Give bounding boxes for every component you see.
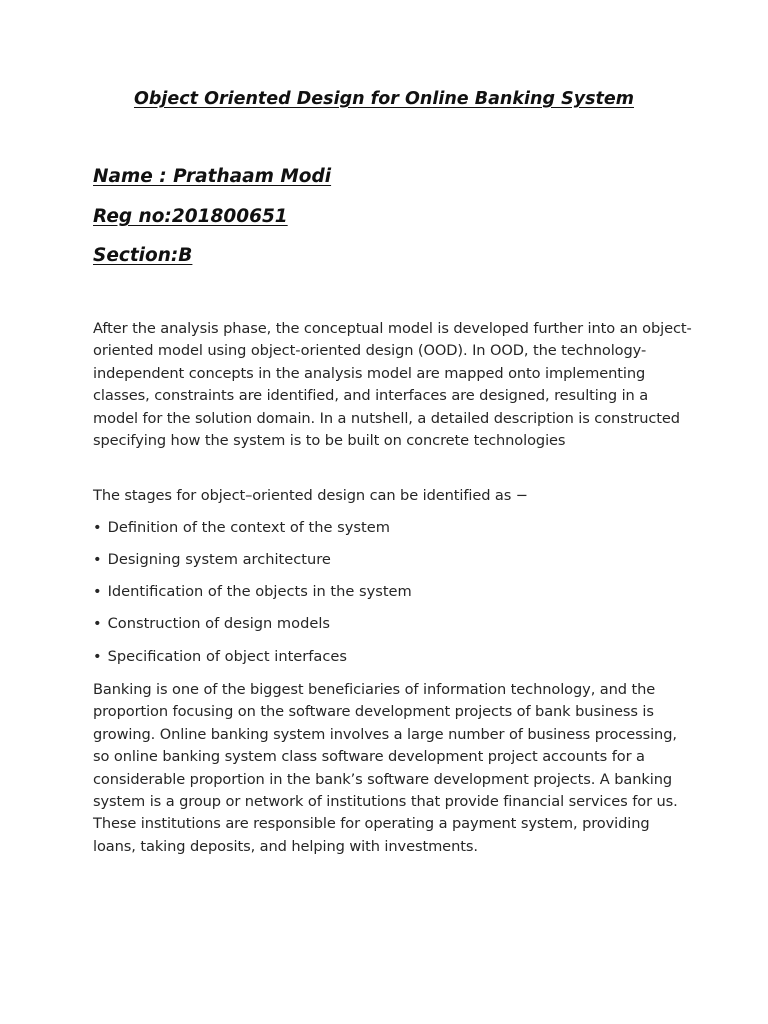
list-item-text: Definition of the context of the system (107, 519, 390, 536)
banking-paragraph: Banking is one of the biggest beneficiaries of information technology, and the proportion focusing on the software development projects of bank business is growing. Online banking system involves a large number of business processing, so online banking system class software development project accounts for a considerable proportion in the bank’s software development projects. A banking system is a group or network of institutions that provide financial services for us. These institutions are responsible for operating a payment system, providing loans, taking deposits, and helping with investments. (93, 681, 678, 855)
list-item (93, 646, 347, 668)
list-item-text: Specification of object interfaces (107, 648, 347, 665)
intro-paragraph: After the analysis phase, the conceptual model is developed further into an object-oriented model using object-oriented design (OOD). In OOD, the technology-independent concepts in the analysis model are mapped onto implementing classes, constraints are identified, and interfaces are designed, resulting in a model for the solution domain. In a nutshell, a detailed description is constructed specifying how the system is to be built on concrete technologies (93, 320, 692, 450)
list-item (93, 549, 331, 571)
list-item (93, 581, 412, 603)
bullet-icon: • (93, 551, 102, 568)
student-name: Name : Prathaam Modi (93, 166, 332, 187)
stages-intro: The stages for object–oriented design can be identified as − (93, 487, 528, 504)
list-item (93, 517, 390, 539)
bullet-icon: • (93, 648, 102, 665)
list-item-text: Identification of the objects in the system (107, 583, 412, 600)
registration-number: Reg no:201800651 (93, 206, 288, 227)
bullet-icon: • (93, 583, 102, 600)
list-item-text: Construction of design models (107, 615, 330, 632)
section-label: Section:B (93, 245, 193, 266)
bullet-icon: • (93, 615, 102, 632)
bullet-icon: • (93, 519, 102, 536)
list-item (93, 613, 330, 635)
list-item-text: Designing system architecture (107, 551, 331, 568)
document-title: Object Oriented Design for Online Banking System (133, 89, 634, 109)
